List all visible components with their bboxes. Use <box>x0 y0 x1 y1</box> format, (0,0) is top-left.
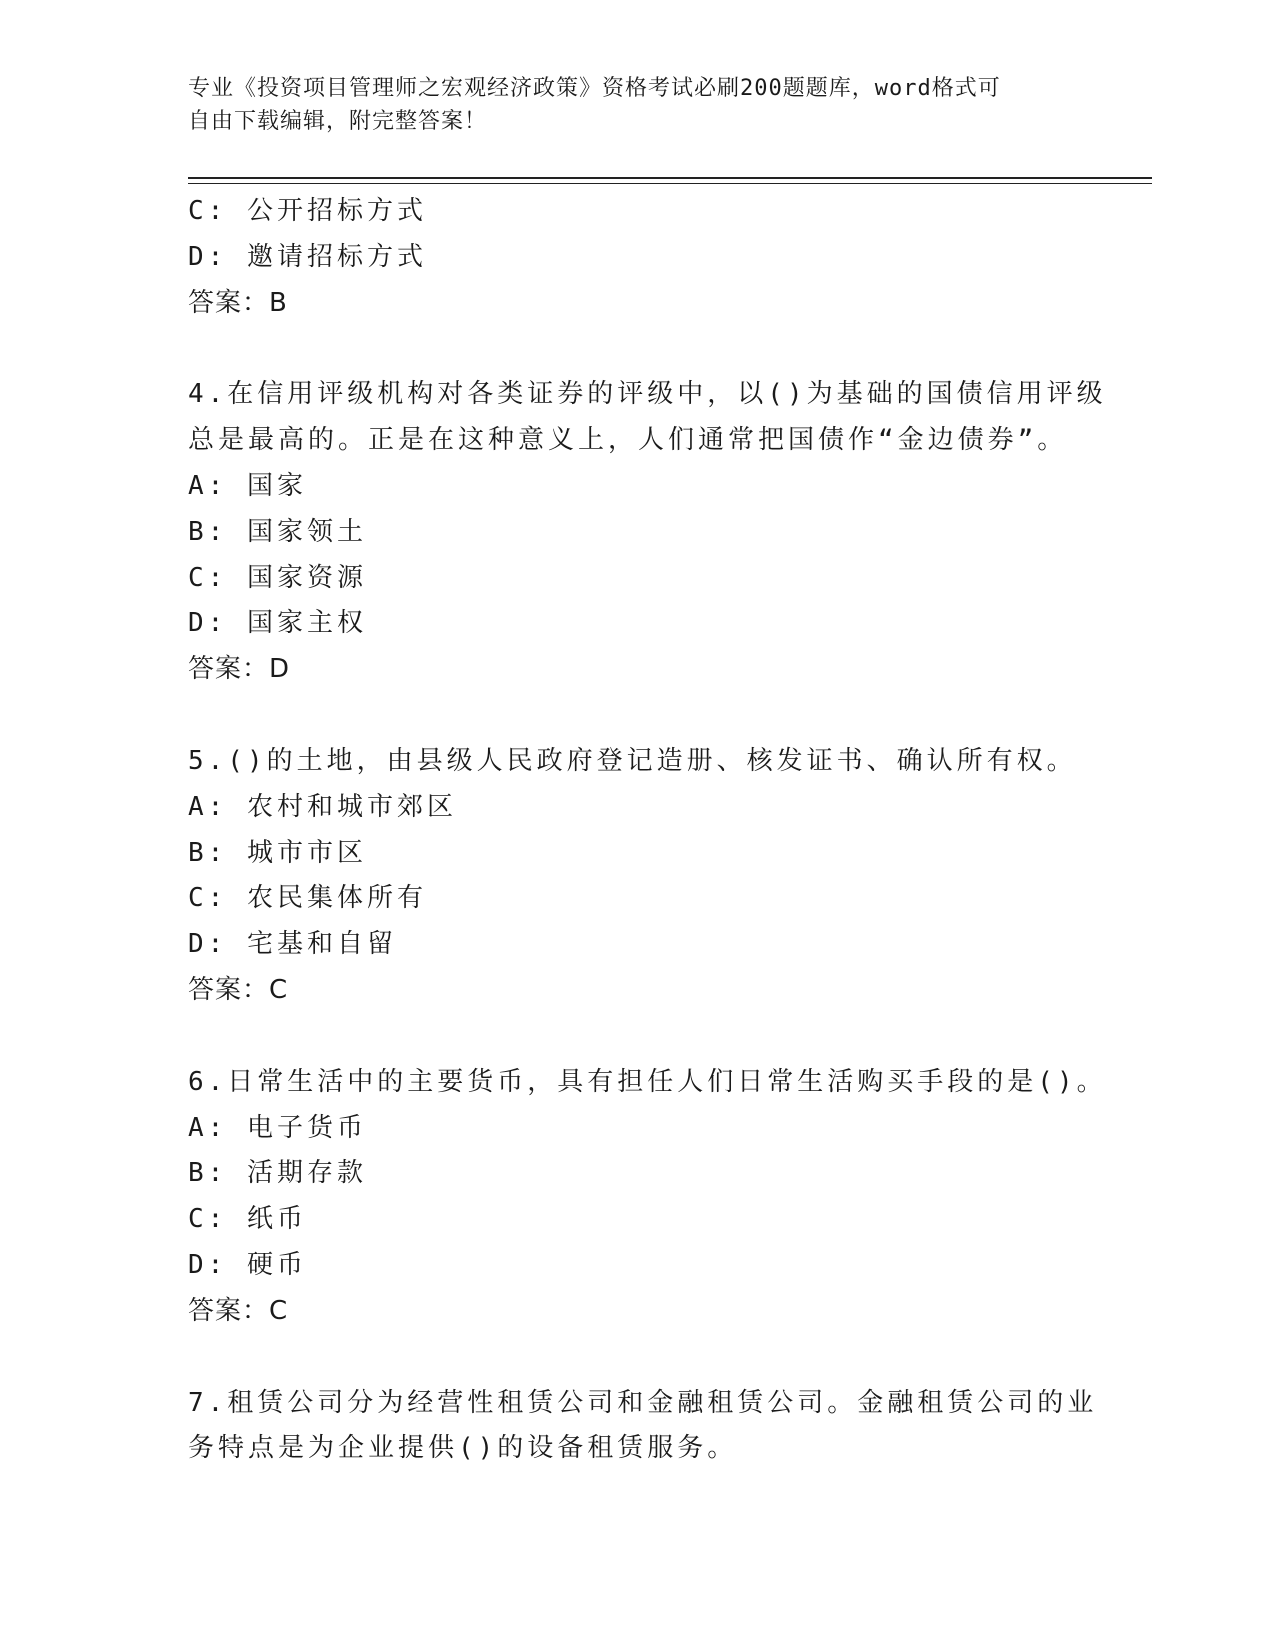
option-d: D: 邀请招标方式 <box>188 241 427 272</box>
option-c: C: 农民集体所有 <box>188 883 427 914</box>
question-5 <box>188 739 1088 1014</box>
question-stem-line: 4.在信用评级机构对各类证券的评级中，以()为基础的国债信用评级 <box>188 379 1107 410</box>
answer-line: 答案：C <box>188 1295 289 1326</box>
question-7 <box>188 1381 1098 1473</box>
question-4 <box>188 372 1107 693</box>
option-a: A: 电子货币 <box>188 1112 367 1143</box>
option-d: D: 宅基和自留 <box>188 929 397 960</box>
option-b: B: 国家领土 <box>188 516 367 547</box>
option-c: C: 纸币 <box>188 1204 307 1235</box>
question-stem-line: 务特点是为企业提供()的设备租赁服务。 <box>188 1433 738 1464</box>
answer-line: 答案：C <box>188 974 289 1005</box>
spacer <box>188 1335 1088 1381</box>
option-d: D: 硬币 <box>188 1249 307 1280</box>
option-b: B: 城市市区 <box>188 837 367 868</box>
header-divider-thin <box>188 183 1152 184</box>
question-stem-line: 总是最高的。正是在这种意义上，人们通常把国债作“金边债券”。 <box>188 425 1068 456</box>
question-6 <box>188 1060 1107 1335</box>
header-line-1: 专业《投资项目管理师之宏观经济政策》资格考试必刷200题题库，word格式可 <box>188 76 1001 101</box>
option-a: A: 国家 <box>188 470 307 501</box>
option-b: B: 活期存款 <box>188 1158 367 1189</box>
option-c: C: 国家资源 <box>188 562 367 593</box>
page-header <box>188 72 1088 138</box>
question-stem-line: 6.日常生活中的主要货币，具有担任人们日常生活购买手段的是()。 <box>188 1066 1107 1097</box>
header-line-2: 自由下载编辑，附完整答案！ <box>188 109 488 134</box>
header-divider-thick <box>188 177 1152 179</box>
answer-line: 答案：B <box>188 287 288 318</box>
spacer <box>188 1014 1088 1060</box>
option-a: A: 农村和城市郊区 <box>188 791 457 822</box>
option-d: D: 国家主权 <box>188 608 367 639</box>
spacer <box>188 693 1088 739</box>
answer-line: 答案：D <box>188 654 291 685</box>
question-stem-line: 7.租赁公司分为经营性租赁公司和金融租赁公司。金融租赁公司的业 <box>188 1387 1098 1418</box>
question-list <box>188 189 1107 1472</box>
question-3-tail <box>188 189 1088 326</box>
question-stem-line: 5.()的土地，由县级人民政府登记造册、核发证书、确认所有权。 <box>188 745 1077 776</box>
option-c: C: 公开招标方式 <box>188 196 427 226</box>
spacer <box>188 326 1088 372</box>
